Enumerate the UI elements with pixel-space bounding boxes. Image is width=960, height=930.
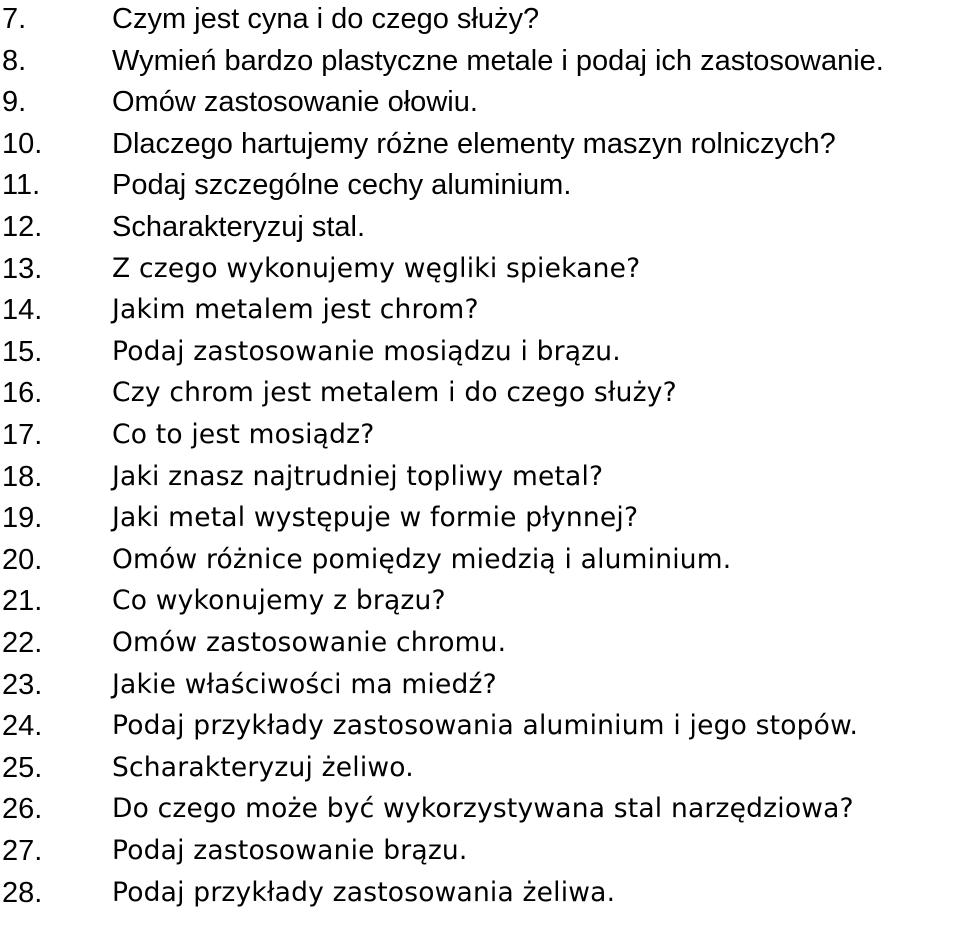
question-item bbox=[0, 123, 960, 165]
question-item bbox=[0, 664, 960, 706]
question-number: 23. bbox=[2, 668, 43, 701]
question-number: 17. bbox=[2, 419, 43, 451]
question-number: 26. bbox=[2, 793, 43, 826]
question-item bbox=[0, 81, 960, 123]
question-number: 16. bbox=[2, 377, 43, 410]
question-item bbox=[0, 289, 960, 331]
question-item bbox=[0, 206, 960, 248]
question-text: Jaki metal występuje w formie płynnej? bbox=[112, 502, 639, 534]
question-number: 18. bbox=[2, 460, 43, 493]
question-text: Wymień bardzo plastyczne metale i podaj ich zastosowanie. bbox=[112, 44, 884, 77]
question-text: Podaj zastosowanie brązu. bbox=[112, 835, 468, 866]
question-number: 19. bbox=[2, 502, 43, 535]
question-number: 20. bbox=[2, 543, 43, 576]
question-number: 10. bbox=[2, 127, 43, 160]
question-item bbox=[0, 872, 960, 914]
question-number: 28. bbox=[2, 876, 43, 909]
question-item bbox=[0, 414, 960, 456]
question-number: 15. bbox=[2, 335, 43, 368]
question-text: Jakim metalem jest chrom? bbox=[112, 294, 479, 326]
question-item bbox=[0, 0, 960, 40]
question-text: Czym jest cyna i do czego służy? bbox=[112, 3, 540, 35]
question-number: 21. bbox=[2, 585, 43, 618]
question-item bbox=[0, 705, 960, 747]
question-text: Dlaczego hartujemy różne elementy maszyn rolniczych? bbox=[112, 127, 836, 160]
question-number: 27. bbox=[2, 835, 43, 867]
question-item bbox=[0, 622, 960, 664]
question-number: 14. bbox=[2, 294, 43, 327]
question-number: 9. bbox=[2, 86, 27, 119]
question-number: 11. bbox=[2, 169, 41, 202]
question-number: 22. bbox=[2, 627, 43, 659]
question-number: 25. bbox=[2, 751, 43, 784]
question-item bbox=[0, 539, 960, 581]
question-item bbox=[0, 331, 960, 373]
question-item bbox=[0, 164, 960, 206]
question-text: Scharakteryzuj żeliwo. bbox=[112, 751, 414, 783]
question-text: Omów zastosowanie ołowiu. bbox=[112, 86, 478, 119]
question-item bbox=[0, 830, 960, 872]
question-text: Z czego wykonujemy węgliki spiekane? bbox=[112, 252, 641, 284]
question-number: 13. bbox=[2, 252, 43, 285]
question-number: 7. bbox=[2, 3, 27, 35]
question-text: Co to jest mosiądz? bbox=[112, 419, 375, 450]
question-text: Omów zastosowanie chromu. bbox=[112, 627, 507, 658]
question-text: Jaki znasz najtrudniej topliwy metal? bbox=[112, 460, 604, 492]
question-text: Scharakteryzuj stal. bbox=[112, 211, 366, 243]
question-number: 8. bbox=[2, 44, 27, 77]
question-text: Co wykonujemy z brązu? bbox=[112, 585, 446, 617]
question-text: Czy chrom jest metalem i do czego służy? bbox=[112, 377, 677, 409]
question-item bbox=[0, 580, 960, 622]
question-item bbox=[0, 248, 960, 290]
question-text: Do czego może być wykorzystywana stal narzędziowa? bbox=[112, 793, 854, 825]
question-text: Jakie właściwości ma miedź? bbox=[112, 668, 497, 700]
question-item bbox=[0, 747, 960, 789]
question-text: Omów różnice pomiędzy miedzią i aluminium. bbox=[112, 543, 732, 575]
question-number: 12. bbox=[2, 211, 43, 243]
question-item bbox=[0, 497, 960, 539]
question-text: Podaj przykłady zastosowania aluminium i jego stopów. bbox=[112, 710, 859, 742]
question-item bbox=[0, 372, 960, 414]
question-text: Podaj przykłady zastosowania żeliwa. bbox=[112, 876, 616, 908]
question-number: 24. bbox=[2, 710, 43, 743]
question-text: Podaj zastosowanie mosiądzu i brązu. bbox=[112, 335, 621, 367]
question-item bbox=[0, 456, 960, 498]
question-text: Podaj szczególne cechy aluminium. bbox=[112, 169, 572, 202]
question-item bbox=[0, 40, 960, 82]
question-item bbox=[0, 788, 960, 830]
